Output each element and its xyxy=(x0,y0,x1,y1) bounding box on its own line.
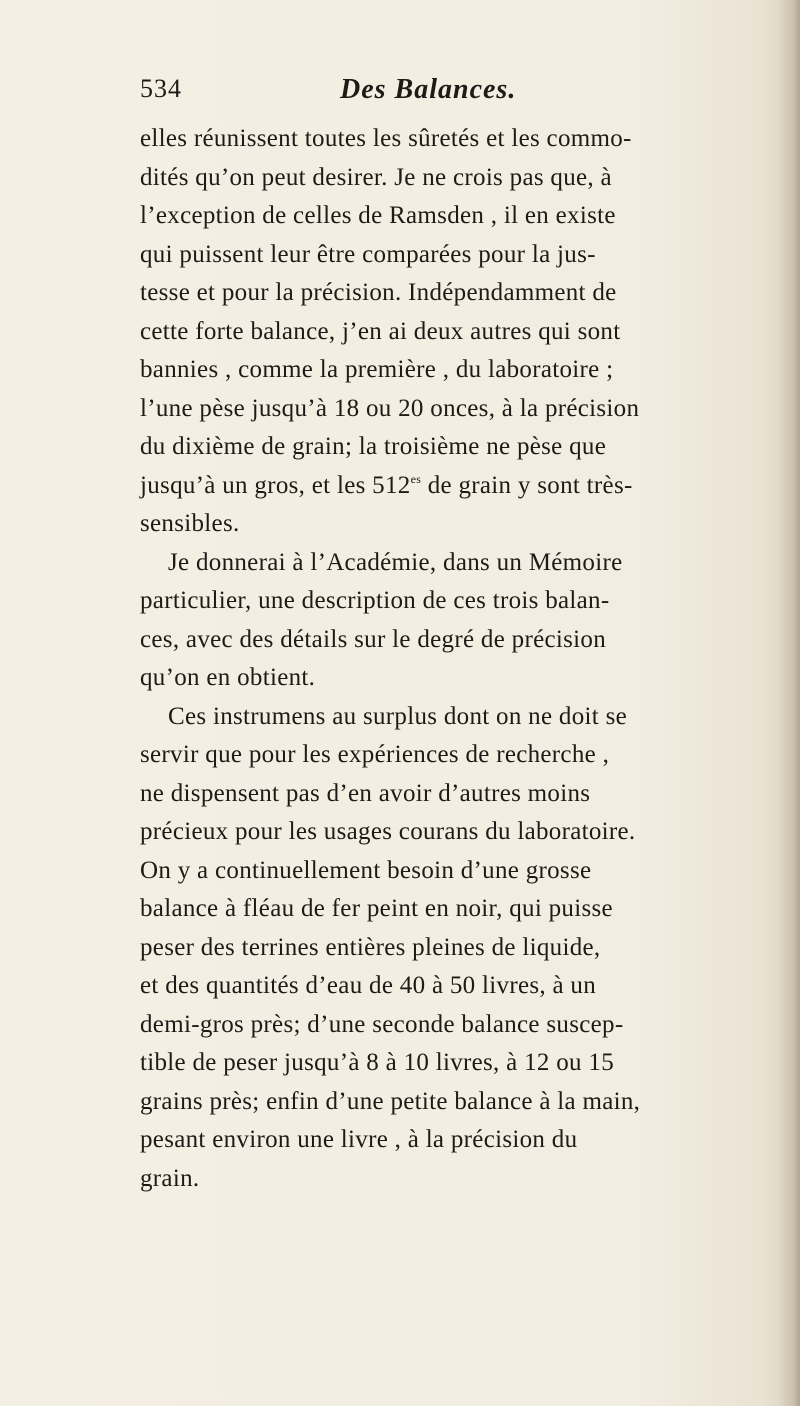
text-line-content: tible de peser jusqu’à 8 à 10 livres, à 12 ou 15 xyxy=(140,1049,615,1076)
text-line xyxy=(140,582,740,621)
text-line-content: et des quantités d’eau de 40 à 50 livres, à un xyxy=(140,972,597,999)
text-line-content: jusqu’à un gros, et les 512 xyxy=(140,471,411,499)
body-text xyxy=(140,120,740,1198)
page-number: 534 xyxy=(140,74,182,103)
text-line xyxy=(140,929,740,968)
text-line-content: tesse et pour la précision. Indépendamment de xyxy=(140,279,617,306)
text-line xyxy=(140,698,740,737)
text-line xyxy=(140,544,740,583)
text-line-content: elles réunissent toutes les sûretés et les commo- xyxy=(140,125,632,152)
text-line xyxy=(140,197,740,236)
text-line xyxy=(140,1083,740,1122)
text-line xyxy=(140,390,740,429)
text-line xyxy=(140,351,740,390)
text-line xyxy=(140,1160,740,1199)
text-line-content: peser des terrines entières pleines de liquide, xyxy=(140,933,601,961)
text-line-content: ne dispensent pas d’en avoir d’autres moins xyxy=(140,779,591,807)
text-line xyxy=(140,467,740,506)
text-line xyxy=(140,159,740,198)
superscript: es xyxy=(410,471,422,486)
text-line xyxy=(140,1006,740,1045)
text-line-content: On y a continuellement besoin d’une grosse xyxy=(140,856,592,884)
text-line-content: précieux pour les usages courans du laboratoire. xyxy=(140,818,636,845)
text-line-content: du dixième de grain; la troisième ne pèse que xyxy=(140,433,607,460)
text-line-content: grain. xyxy=(140,1164,200,1192)
text-line-content: grains près; enfin d’une petite balance à la main, xyxy=(140,1087,641,1115)
text-line-content: dités qu’on peut desirer. Je ne crois pas que, à xyxy=(140,163,612,191)
text-line-content: sensibles. xyxy=(140,510,240,537)
text-line xyxy=(140,236,740,275)
text-line-content: l’exception de celles de Ramsden , il en existe xyxy=(140,202,616,229)
text-line-content: servir que pour les expériences de recherche , xyxy=(140,741,610,768)
text-line xyxy=(140,659,740,698)
text-line xyxy=(140,1121,740,1160)
text-line-continuation: de grain y sont très- xyxy=(421,471,633,499)
text-line xyxy=(140,1044,740,1083)
text-line-content: particulier, une description de ces trois balan- xyxy=(140,587,610,614)
running-head xyxy=(140,74,700,114)
text-line-content: qu’on en obtient. xyxy=(140,664,316,691)
text-line-content: l’une pèse jusqu’à 18 ou 20 onces, à la précision xyxy=(140,394,640,422)
text-line xyxy=(140,274,740,313)
text-line xyxy=(140,621,740,660)
text-line-content: qui puissent leur être comparées pour la jus- xyxy=(140,240,596,268)
text-line xyxy=(140,852,740,891)
page-edge-shadow xyxy=(778,0,800,1406)
text-line xyxy=(140,505,740,544)
text-line-content: cette forte balance, j’en ai deux autres qui sont xyxy=(140,317,621,345)
text-line-content: demi-gros près; d’une seconde balance suscep- xyxy=(140,1010,624,1038)
text-line xyxy=(140,890,740,929)
text-line-content: Ces instrumens au surplus dont on ne doit se xyxy=(168,702,628,730)
text-line xyxy=(140,967,740,1006)
text-line-content: Je donnerai à l’Académie, dans un Mémoire xyxy=(168,548,623,576)
text-line xyxy=(140,775,740,814)
text-line xyxy=(140,313,740,352)
text-line-content: balance à fléau de fer peint en noir, qui puisse xyxy=(140,895,613,922)
text-line xyxy=(140,813,740,852)
text-line-content: pesant environ une livre , à la précision du xyxy=(140,1126,578,1153)
running-title: Des Balances. xyxy=(340,74,517,105)
text-line xyxy=(140,120,740,159)
text-line xyxy=(140,428,740,467)
text-line-content: bannies , comme la première , du laboratoire ; xyxy=(140,356,614,383)
text-line-content: ces, avec des détails sur le degré de précision xyxy=(140,625,606,653)
text-line xyxy=(140,736,740,775)
